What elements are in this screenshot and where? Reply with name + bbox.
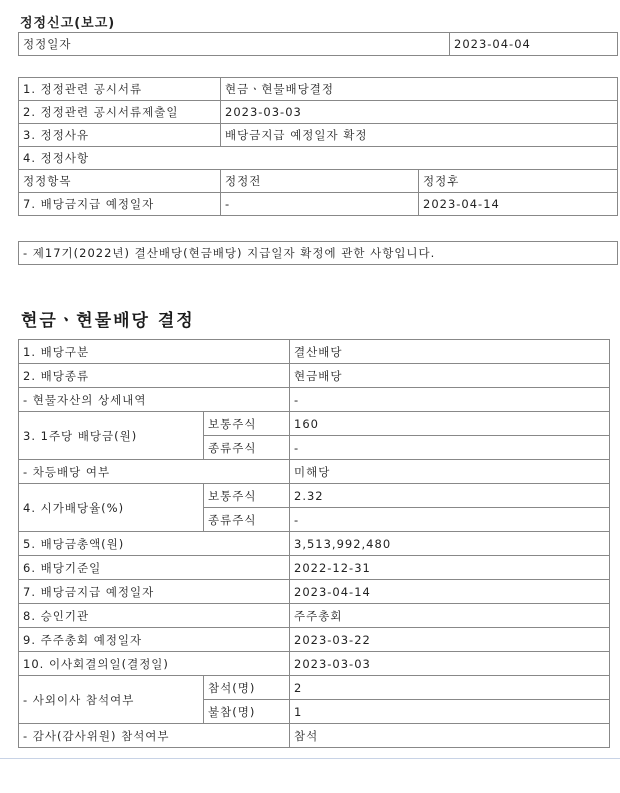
dividend-label: 8. 승인기관	[19, 604, 290, 628]
correction-row-label: 2. 정정관련 공시서류제출일	[19, 101, 221, 124]
dividend-sublabel: 종류주식	[204, 436, 290, 460]
header-after: 정정후	[419, 170, 618, 193]
dividend-label: 3. 1주당 배당금(원)	[19, 412, 204, 460]
dividend-value: 3,513,992,480	[290, 532, 610, 556]
correction-date-label: 정정일자	[19, 33, 450, 56]
correction-row-value: 현금ㆍ현물배당결정	[221, 78, 618, 101]
dividend-label: 2. 배당종류	[19, 364, 290, 388]
dividend-value: 2022-12-31	[290, 556, 610, 580]
correction-row-value: 2023-03-03	[221, 101, 618, 124]
correction-row-label: 3. 정정사유	[19, 124, 221, 147]
correction-section-label: 4. 정정사항	[19, 147, 618, 170]
dividend-label: 5. 배당금총액(원)	[19, 532, 290, 556]
dividend-decision-table	[18, 339, 610, 748]
dividend-label: 4. 시가배당율(%)	[19, 484, 204, 532]
dividend-label: - 현물자산의 상세내역	[19, 388, 290, 412]
dividend-value: 결산배당	[290, 340, 610, 364]
dividend-value: 1	[290, 700, 610, 724]
page-bottom-divider	[0, 758, 620, 759]
dividend-value: 현금배당	[290, 364, 610, 388]
dividend-label: 7. 배당금지급 예정일자	[19, 580, 290, 604]
change-after: 2023-04-14	[419, 193, 618, 216]
change-before: -	[221, 193, 419, 216]
document-title: 정정신고(보고)	[20, 16, 116, 31]
dividend-sublabel: 종류주식	[204, 508, 290, 532]
correction-detail-table	[18, 77, 618, 216]
dividend-value: -	[290, 388, 610, 412]
dividend-value: 2.32	[290, 484, 610, 508]
dividend-label: 10. 이사회결의일(결정일)	[19, 652, 290, 676]
correction-row-value: 배당금지급 예정일자 확정	[221, 124, 618, 147]
dividend-value: 160	[290, 412, 610, 436]
dividend-label: 1. 배당구분	[19, 340, 290, 364]
dividend-label: - 차등배당 여부	[19, 460, 290, 484]
note-table	[18, 241, 618, 265]
correction-date-value: 2023-04-04	[450, 33, 618, 56]
dividend-label: 6. 배당기준일	[19, 556, 290, 580]
dividend-label: 9. 주주총회 예정일자	[19, 628, 290, 652]
dividend-value: -	[290, 508, 610, 532]
dividend-sublabel: 보통주식	[204, 412, 290, 436]
section-title: 현금ㆍ현물배당 결정	[21, 311, 195, 331]
dividend-value: 미해당	[290, 460, 610, 484]
correction-row-label: 1. 정정관련 공시서류	[19, 78, 221, 101]
dividend-label: - 사외이사 참석여부	[19, 676, 204, 724]
dividend-value: -	[290, 436, 610, 460]
dividend-label: - 감사(감사위원) 참석여부	[19, 724, 290, 748]
header-before: 정정전	[221, 170, 419, 193]
header-item: 정정항목	[19, 170, 221, 193]
dividend-value: 2023-04-14	[290, 580, 610, 604]
dividend-value: 주주총회	[290, 604, 610, 628]
note-text: - 제17기(2022년) 결산배당(현금배당) 지급일자 확정에 관한 사항입니다.	[19, 242, 618, 265]
dividend-value: 2	[290, 676, 610, 700]
correction-date-table	[18, 32, 618, 56]
dividend-sublabel: 불참(명)	[204, 700, 290, 724]
dividend-value: 2023-03-03	[290, 652, 610, 676]
dividend-value: 2023-03-22	[290, 628, 610, 652]
dividend-sublabel: 참석(명)	[204, 676, 290, 700]
dividend-sublabel: 보통주식	[204, 484, 290, 508]
change-item: 7. 배당금지급 예정일자	[19, 193, 221, 216]
dividend-value: 참석	[290, 724, 610, 748]
